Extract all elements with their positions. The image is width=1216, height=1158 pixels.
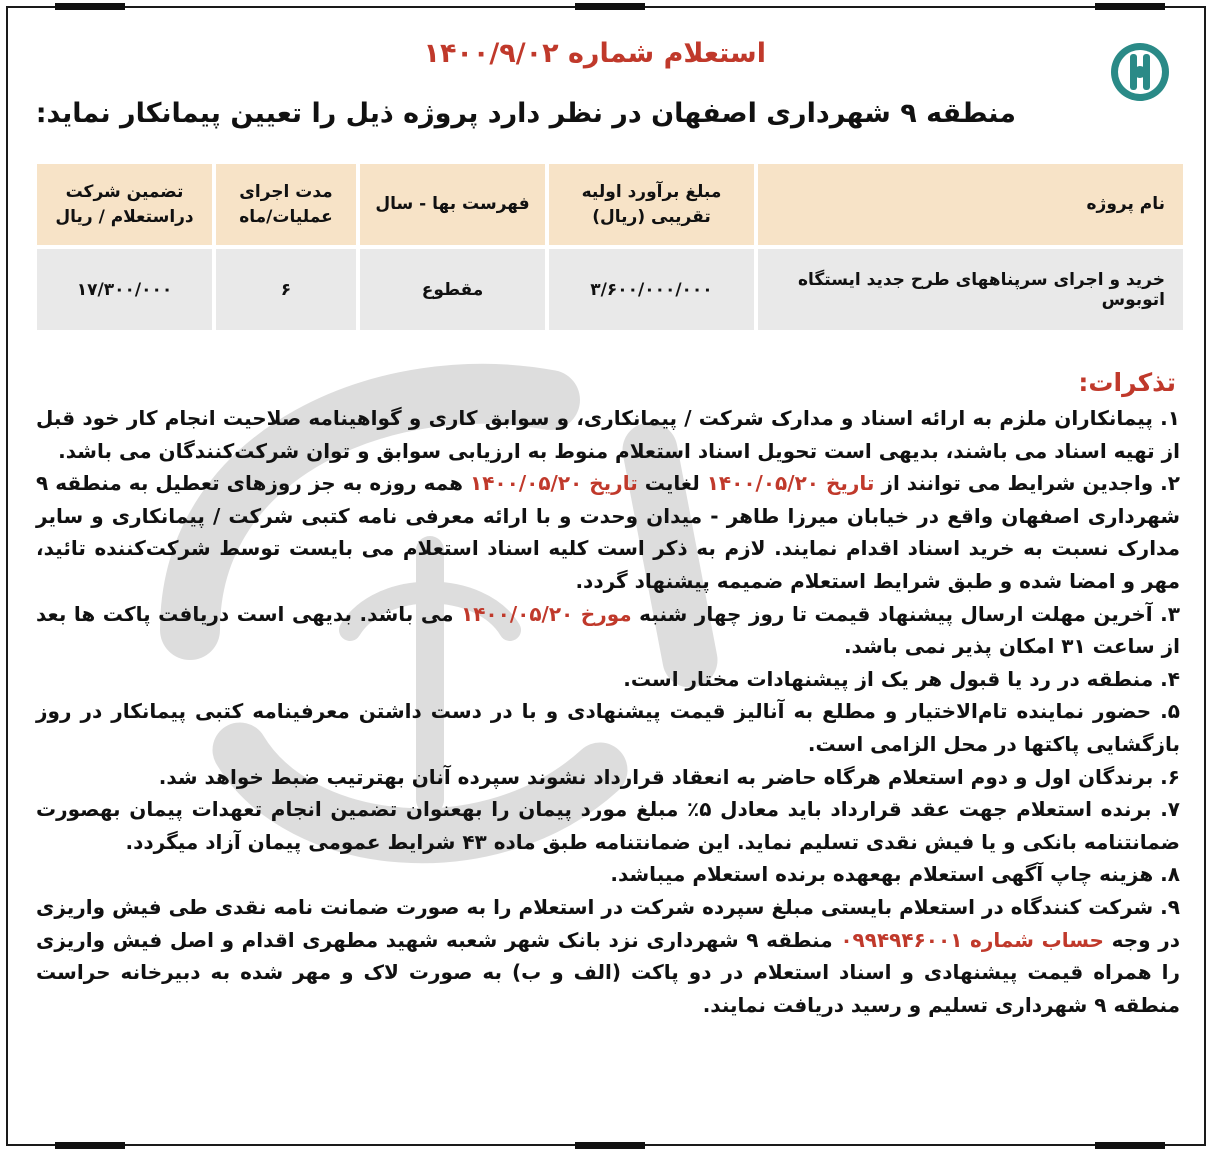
note-item: ۵. حضور نماینده تام‌الاختیار و مطلع به آنالیز قیمت پیشنهادی و با در دست داشتن معرفینامه کتبی پیمانکار در روز بازگشایی پاکتها در محل الزامی است. [36,699,1180,756]
table-cell: ۶ [216,249,356,330]
table-header-cell: تضمین شرکت دراستعلام / ریال [37,164,212,249]
project-table [33,164,1187,330]
table-header-cell: مبلغ برآورد اولیه تقریبی (ریال) [549,164,754,249]
frame-notch [55,1142,125,1149]
note-item [36,467,1180,597]
note-text: می باشد. بدیهی است دریافت پاکت ها بعد از ساعت ۳۱ امکان پذیر نمی باشد. [36,601,1180,659]
note-item: ۱. پیمانکاران ملزم به ارائه اسناد و مدارک شرکت / پیمانکاری، و سوابق کاری و گواهینامه صلاحیت انجام کار خود قبل از تهیه اسناد می باشند، بدیهی است تحویل اسناد استعلام منوط به ارزیابی سوابق و توان شرکت‌کنندگان می باشد. [36,406,1180,463]
table-header-cell: نام پروژه [758,164,1183,249]
notice-subtitle: منطقه ۹ شهرداری اصفهان در نظر دارد پروژه ذیل را تعیین پیمانکار نماید: [35,98,1016,129]
note-text: ۹. شرکت کنندگاه در استعلام بایستی مبلغ سپرده شرکت در استعلام را به صورت ضمانت نامه نقدی طی فیش واریزی در وجه [36,894,1181,952]
note-text: همه روزه به جز روزهای تعطیل به منطقه ۹ شهرداری اصفهان واقع در خیابان میرزا طاهر - میدان وحدت و با ارائه معرفی نامه کتبی شرکت / پیمانکاری و سایر مدارک نسبت به خرید اسناد اقدام نمایند. لازم به ذکر است کلیه اسناد استعلام می بایست توسط شرکت‌کننده تائید، مهر و امضا شده و طبق شرایط استعلام ضمیمه پیشنهاد گردد. [36,471,1180,593]
frame-notch [55,3,125,10]
note-item: ۸. هزینه چاپ آگهی استعلام بهعهده برنده استعلام میباشد. [610,862,1180,887]
table-cell: ۳/۶۰۰/۰۰۰/۰۰۰ [549,249,754,330]
note-date: مورخ ۱۴۰۰/۰۵/۲۰ [460,601,632,626]
notice-title: استعلام شماره ۱۴۰۰/۹/۰۲ [423,38,766,69]
notes-list [36,402,1180,1021]
notes-title: تذکرات: [1078,368,1176,397]
table-header-cell: فهرست بها - سال [360,164,545,249]
note-item [36,598,1180,663]
note-date: تاریخ ۱۴۰۰/۰۵/۲۰ [706,471,875,496]
frame-notch [1095,1142,1165,1149]
table-cell: خرید و اجرای سرپناههای طرح جدید ایستگاه اتوبوس [758,249,1183,330]
note-item: ۷. برنده استعلام جهت عقد قرارداد باید معادل ۵٪ مبلغ مورد پیمان را بهعنوان تضمین انجام تعهدات پیمان بهصورت ضمانتنامه بانکی و یا فیش نقدی تسلیم نماید. این ضمانتنامه طبق ماده ۴۳ شرایط عمومی پیمان آزاد میگردد. [36,797,1181,854]
note-text: منطقه ۹ شهرداری نزد بانک شهر شعبه شهید مطهری اقدام و اصل فیش واریزی را همراه قیمت پیشنهادی و اسناد استعلام در دو پاکت (الف و ب) به صورت لاک و مهر شده به دبیرخانه حراست منطقه ۹ شهرداری تسلیم و رسید دریافت نمایند. [36,927,1180,1017]
table-cell: مقطوع [360,249,545,330]
note-item [36,891,1180,1021]
note-text: لغایت [644,471,700,496]
table-header-cell: مدت اجرای عملیات/ماه [216,164,356,249]
note-item: ۶. برندگان اول و دوم استعلام هرگاه حاضر به انعقاد قرارداد نشوند سپرده آنان بهترتیب ضبط خواهد شد. [158,764,1180,789]
frame-notch [575,1142,645,1149]
note-text: ۳. آخرین مهلت ارسال پیشنهاد قیمت تا روز چهار شنبه [639,601,1180,626]
note-date: تاریخ ۱۴۰۰/۰۵/۲۰ [470,471,638,496]
frame-notch [1095,3,1165,10]
table-row [37,249,1183,330]
table-cell: ۱۷/۳۰۰/۰۰۰ [37,249,212,330]
table-header-row [37,164,1183,249]
note-account: حساب شماره ۰۹۹۴۹۴۶۰۰۱ [840,927,1104,952]
municipality-logo-icon [1108,40,1172,104]
note-item: ۴. منطقه در رد یا قبول هر یک از پیشنهادات مختار است. [623,666,1180,691]
frame-notch [575,3,645,10]
note-text: ۲. واجدین شرایط می توانند از [881,471,1180,496]
